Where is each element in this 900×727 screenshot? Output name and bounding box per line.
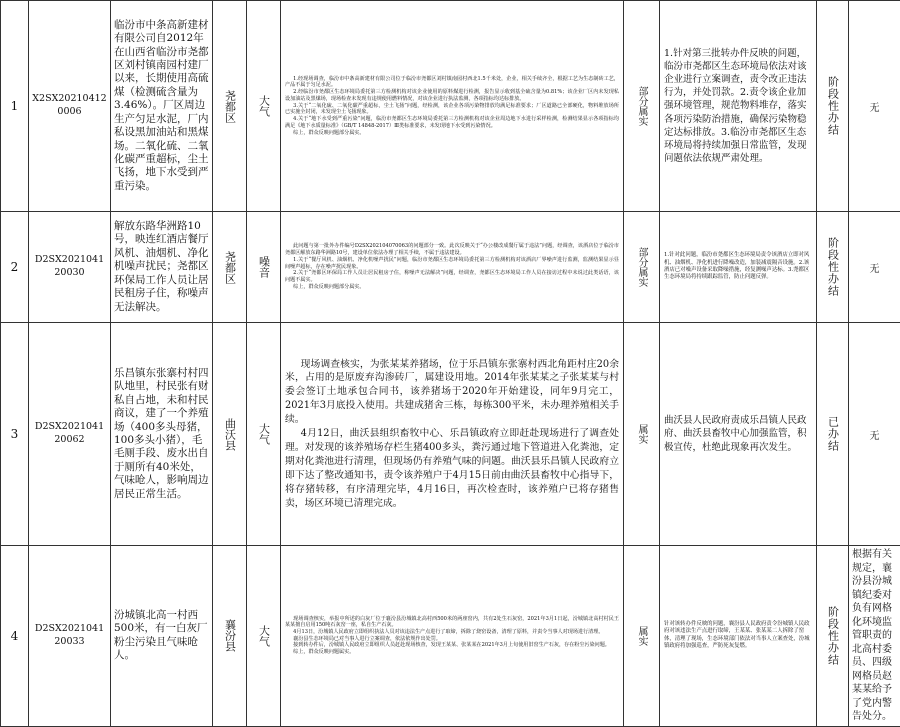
verification-result: 部分属实 [624,212,660,323]
verification-result: 部分属实 [624,1,660,212]
finding-paragraph: 综上，群众反映问题部分属实。 [285,130,619,137]
table-row [1,1,900,212]
case-status: 阶段性办结 [817,546,849,727]
complaint-description: 乐昌镇东张寨村村四队地里，村民张有财私自占地，未和村民商议，建了一个养殖场（400多头母猪，100多头小猪），毛毛厕手段、废水出自于厕所有40米处，气味呛人，影响周边居民正常生活。 [111,323,213,546]
row-number: 3 [1,323,29,546]
case-status: 阶段性办结 [817,212,849,323]
investigation-findings [281,323,624,546]
investigation-findings [281,1,624,212]
complaint-description: 汾城镇北高一村西500米，有一白灰厂粉尘污染且气味呛人。 [111,546,213,727]
district: 尧都区 [213,1,247,212]
complaint-description: 解放东路华洲路10号，映连红酒店餐厅风机、油烟机、净化机噪声扰民；尧都区环保局工作人员让居民租房子住，称噪声无法解决。 [111,212,213,323]
finding-paragraph: 4月12日，曲沃县组织畜牧中心、乐昌镇政府立即赶赴现场进行了调查处理。对发现的该养殖场存栏生猪400多头，粪污通过地下管道进入化粪池，定期对化粪池进行清理，但现场仍有养殖气味的问题。曲沃县乐昌镇人民政府立即下达了整改通知书，责令该养殖户于4月15日前由曲沃县畜牧中心指导下，将存猪转移，有序清理完毕，4月16日，再次检查时，该养殖户已将存猪售卖，场区环境已清理完成。 [285,427,619,510]
case-status: 阶段性办结 [817,1,849,212]
handling-measures: 针对该转办件反映的问题，襄汾县人民政府责令汾城镇人民政府对该违法生产点进行取缔，王某某、张某某二人拆除了窑体，清理了现场，生态环境部门依法对当事人立案查处，汾城镇政府将加强巡查，严防死灰复燃。 [660,546,817,727]
handling-measures: 1.针对此问题，临汾市尧都区生态环境局责令该酒店立即对风机、油烟机、净化机进行降噪改造，加装减震隔音设施。2.该酒店已对噪声设备采取降噪措施，经复测噪声达标。3.尧都区生态环境局将持续跟踪监管，防止问题反弹。 [660,212,817,323]
finding-paragraph: 1.经现场调查，临汾市中条高新建材有限公司位于临汾市尧都区刘村镇南园村西北1.5千米处，企业，相关手续齐全，根据工艺为生态制砖工艺，产品不属于匀足水泥。 [285,76,619,89]
finding-paragraph: 此问题与第一批外办件编号D2SX202104070063的问题部分一致。此次反映关于“办公楼改成餐厅属于违法”问题，经调查，该酒店位于临汾市尧都区解放东路华洲路10号，建设单位依法办理了相关手续，不属于违法建设。 [285,243,619,256]
verification-result: 属实 [624,546,660,727]
table-row [1,323,900,546]
case-status: 已办结 [817,323,849,546]
district: 尧都区 [213,212,247,323]
table-row [1,546,900,727]
row-number: 4 [1,546,29,727]
pollution-type: 大气 [247,323,281,546]
finding-paragraph: 现场调查核实，举报中所述的白灰厂位于襄汾县汾城镇北高村西500米的两座窑内，共有2处生石灰窑，2021年3月1日起，汾城镇北高村村民王某某擅自启用150吨石灰窑一座，私自生产石灰。 [285,616,619,629]
table-row [1,212,900,323]
handling-measures: 1.针对第三批转办件反映的问题，临汾市尧都区生态环境局依法对该企业进行立案调查，责令改正违法行为，并处罚款。2.责令该企业加强环境管理，规范物料堆存，落实各项污染防治措施，确保污染物稳定达标排放。3.临汾市尧都区生态环境局将持续加强日常监管，发现问题依法依规严肃处理。 [660,1,817,212]
finding-paragraph: 综上，群众反映问题部分属实。 [285,284,619,291]
complaint-code: X2SX202104120006 [29,1,111,212]
district: 曲沃县 [213,323,247,546]
complaint-description: 临汾市中条高新建材有限公司自2012年在山西省临汾市尧都区刘村镇南园村建厂以来，长期使用高硫煤（检测硫含量为3.46%）。厂区周边生产匀足水泥，厂内私设黑加油站和黑煤场。二氧化硫、二氧化碳严重超标，尘土飞扬，地下水受到严重污染。 [111,1,213,212]
complaint-code: D2SX202104120033 [29,546,111,727]
finding-paragraph: 综上，群众反映问题属实。 [285,649,619,656]
accountability: 无 [849,323,900,546]
finding-paragraph: 2.关于“尧都区环保局工作人员让居民租房子住，称噪声无法解决”问题，经调查，尧都区生态环境局工作人员在接访过程中未说过此类话语，该问题不属实。 [285,270,619,283]
pollution-type: 大气 [247,546,281,727]
finding-paragraph: 襄汾县生态环境局已对当事人进行立案调查，依法依规作出处罚。 [285,636,619,643]
finding-paragraph: 2.经临汾市尧都区生态环境局委托第三方检测机构对该企业使用的原料煤进行检测，报告显示收到基全硫含量为0.81%；该企业厂区内未发现私设加油站及黑煤场，现场检查未发现有违规使用燃料情况，对该企业进行执法监测，各项指标均达标排放。 [285,89,619,102]
finding-paragraph: 4月13日，汾城镇人民政府立即组织执法人员对该违法生产点进行了取缔，拆除了烧窑设备，清理了原料，并责令当事人对现场进行清理。 [285,629,619,636]
pollution-type: 大气 [247,1,281,212]
finding-paragraph: 3.关于“二氧化硫、二氧化碳严重超标，尘土飞扬”问题，经检测，该企业各项污染物排放均满足标准要求；厂区道路已全部硬化，物料堆放场所已实施全封闭，未发现尘土飞扬现象。 [285,103,619,116]
accountability: 根据有关规定，襄汾县汾城镇纪委对负有网格化环境监管职责的北高村委员、四级网格员赵某某给予了党内警告处分。 [849,546,900,727]
complaint-code: D2SX202104120062 [29,323,111,546]
finding-paragraph: 4.关于“地下水受到严重污染”问题，临汾市尧都区生态环境局委托第三方检测机构对该企业周边地下水进行采样检测，检测结果显示各项指标均满足《地下水质量标准》（GB/T 14848-2017）Ⅲ类标准要求，未发现地下水受到污染情况。 [285,116,619,129]
district: 襄汾县 [213,546,247,727]
investigation-findings [281,546,624,727]
row-number: 2 [1,212,29,323]
accountability: 无 [849,212,900,323]
pollution-type: 噪音 [247,212,281,323]
investigation-findings [281,212,624,323]
finding-paragraph: 接到转办件后，汾城镇人民政府立即组织人员赶赴现场核查，发现王某某、张某某在2021年3月上旬使用旧窑生产石灰，存在粉尘污染问题。 [285,642,619,649]
accountability: 无 [849,1,900,212]
handling-measures: 曲沃县人民政府责成乐昌镇人民政府、曲沃县畜牧中心加强监管，积极宣传，杜绝此现象再次发生。 [660,323,817,546]
verification-result: 属实 [624,323,660,546]
finding-paragraph: 1.关于“餐厅风机、油烟机、净化机噪声扰民”问题，临汾市尧都区生态环境局委托第三方检测机构对该酒店厂界噪声进行监测，监测结果显示昼间噪声超标，存在噪声扰民现象。 [285,257,619,270]
complaint-code: D2SX202104120030 [29,212,111,323]
finding-paragraph: 现场调查核实，为张某某养猪场，位于乐昌镇东张寨村西北角距村庄20余米，占用的是原废弃沟渗砖厂，属建设用地。2014年张某某之子张某某与村委会签订土地承包合同书，该养猪场于2020年开始建设，同年9月完工，2021年3月底投入使用。共建成猪舍三栋，每栋300平米，未办理养殖相关手续。 [285,358,619,428]
row-number: 1 [1,1,29,212]
